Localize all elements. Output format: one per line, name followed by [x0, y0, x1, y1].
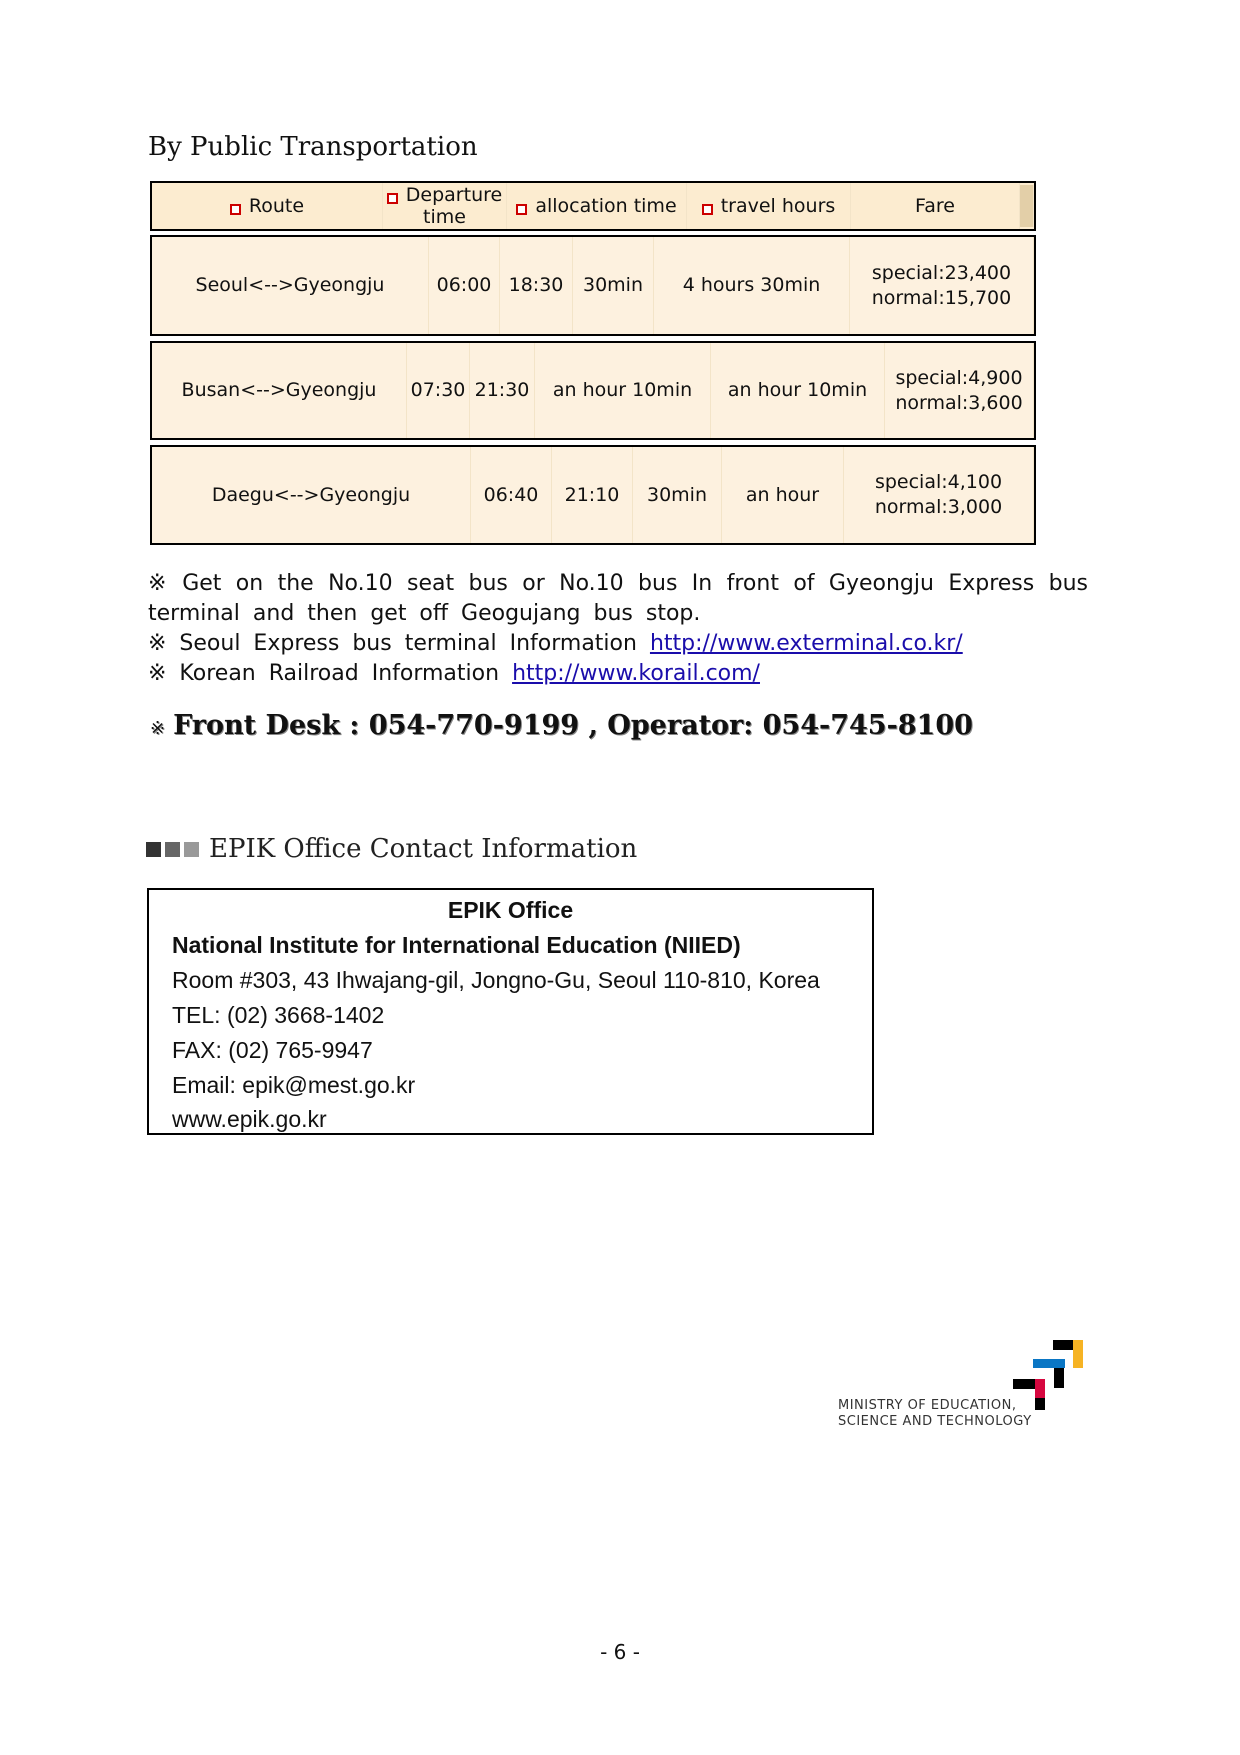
- header-fare: [851, 183, 1020, 229]
- header-label: Departure time: [405, 184, 503, 228]
- fare-special: special:4,900: [895, 366, 1023, 389]
- bus-note: ※ Get on the No.10 seat bus or No.10 bus In front of Gyeongju Express bus terminal and then get off Geogujang bus stop.: [148, 571, 1088, 626]
- bullet-icon: [230, 204, 241, 215]
- seoul-note: [148, 629, 1088, 659]
- header-label: Fare: [915, 194, 955, 217]
- epik-tel: TEL: (02) 3668-1402: [172, 1002, 385, 1028]
- rail-note-label: ※ Korean Railroad Information: [148, 661, 500, 686]
- departure-cell: 06:00: [429, 237, 500, 334]
- table-row: [150, 235, 1036, 336]
- fare-special: special:23,400: [871, 261, 1012, 284]
- epik-heading-text: EPIK Office Contact Information: [209, 834, 638, 864]
- departure-cell: 21:30: [470, 343, 535, 438]
- allocation-cell: 30min: [633, 447, 722, 543]
- seoul-note-label: ※ Seoul Express bus terminal Information: [148, 631, 637, 656]
- epik-org: National Institute for International Education (NIIED): [172, 932, 741, 958]
- epik-office-title: EPIK Office: [447, 897, 574, 923]
- epik-contact-box: [147, 888, 874, 1135]
- travel-cell: an hour: [722, 447, 844, 543]
- page-number: - 6 -: [600, 1640, 640, 1664]
- logo-line: SCIENCE AND TECHNOLOGY: [838, 1414, 1032, 1429]
- logo-line: MINISTRY OF EDUCATION,: [838, 1398, 1017, 1413]
- fare-normal: normal:3,600: [895, 391, 1023, 414]
- note-mark: ※: [150, 718, 166, 739]
- epik-heading: [146, 834, 637, 864]
- route-cell: Seoul<-->Gyeongju: [152, 237, 429, 334]
- square-icon: [146, 842, 161, 857]
- departure-cell: 21:10: [552, 447, 633, 543]
- fare-normal: normal:3,000: [874, 496, 1003, 518]
- header-label: allocation time: [535, 194, 677, 217]
- bullet-icon: [516, 204, 527, 215]
- bullet-icon: [702, 204, 713, 215]
- epik-fax: FAX: (02) 765-9947: [172, 1037, 373, 1063]
- fare-cell: [885, 343, 1034, 438]
- ministry-logo: [838, 1340, 1088, 1430]
- logo-text: [838, 1398, 1032, 1430]
- square-icon: [184, 842, 199, 857]
- route-cell: Busan<-->Gyeongju: [152, 343, 407, 438]
- departure-cell: 18:30: [500, 237, 573, 334]
- korail-link[interactable]: http://www.korail.com/: [512, 661, 760, 686]
- fare-normal: normal:15,700: [871, 286, 1012, 309]
- fare-special: special:4,100: [874, 471, 1003, 493]
- table-header: [150, 181, 1036, 231]
- fare-cell: [850, 237, 1034, 334]
- epik-address: Room #303, 43 Ihwajang-gil, Jongno-Gu, Seoul 110-810, Korea: [172, 967, 820, 993]
- bullet-icon: [387, 193, 398, 204]
- header-label: Route: [248, 194, 305, 217]
- allocation-cell: 30min: [573, 237, 654, 334]
- header-departure: [383, 183, 507, 229]
- route-cell: Daegu<-->Gyeongju: [152, 447, 471, 543]
- allocation-cell: an hour 10min: [535, 343, 711, 438]
- epik-email: Email: epik@mest.go.kr: [172, 1072, 416, 1098]
- departure-cell: 07:30: [407, 343, 470, 438]
- fare-cell: [844, 447, 1034, 543]
- travel-cell: 4 hours 30min: [654, 237, 850, 334]
- header-route: [152, 183, 383, 229]
- table-row: [150, 445, 1036, 545]
- section-title: By Public Transportation: [148, 132, 478, 162]
- epik-website: www.epik.go.kr: [172, 1106, 327, 1132]
- header-label: travel hours: [720, 194, 836, 217]
- header-allocation: [507, 183, 687, 229]
- travel-cell: an hour 10min: [711, 343, 885, 438]
- front-desk-text: Front Desk : 054-770-9199 , Operator: 054-745-8100: [173, 710, 973, 741]
- header-filler: [1020, 185, 1034, 227]
- front-desk-line: [150, 710, 973, 741]
- departure-cell: 06:40: [471, 447, 552, 543]
- header-travel: [687, 183, 851, 229]
- table-row: [150, 341, 1036, 440]
- seoul-terminal-link[interactable]: http://www.exterminal.co.kr/: [649, 631, 963, 656]
- rail-note: [148, 659, 1088, 689]
- square-icon: [165, 842, 180, 857]
